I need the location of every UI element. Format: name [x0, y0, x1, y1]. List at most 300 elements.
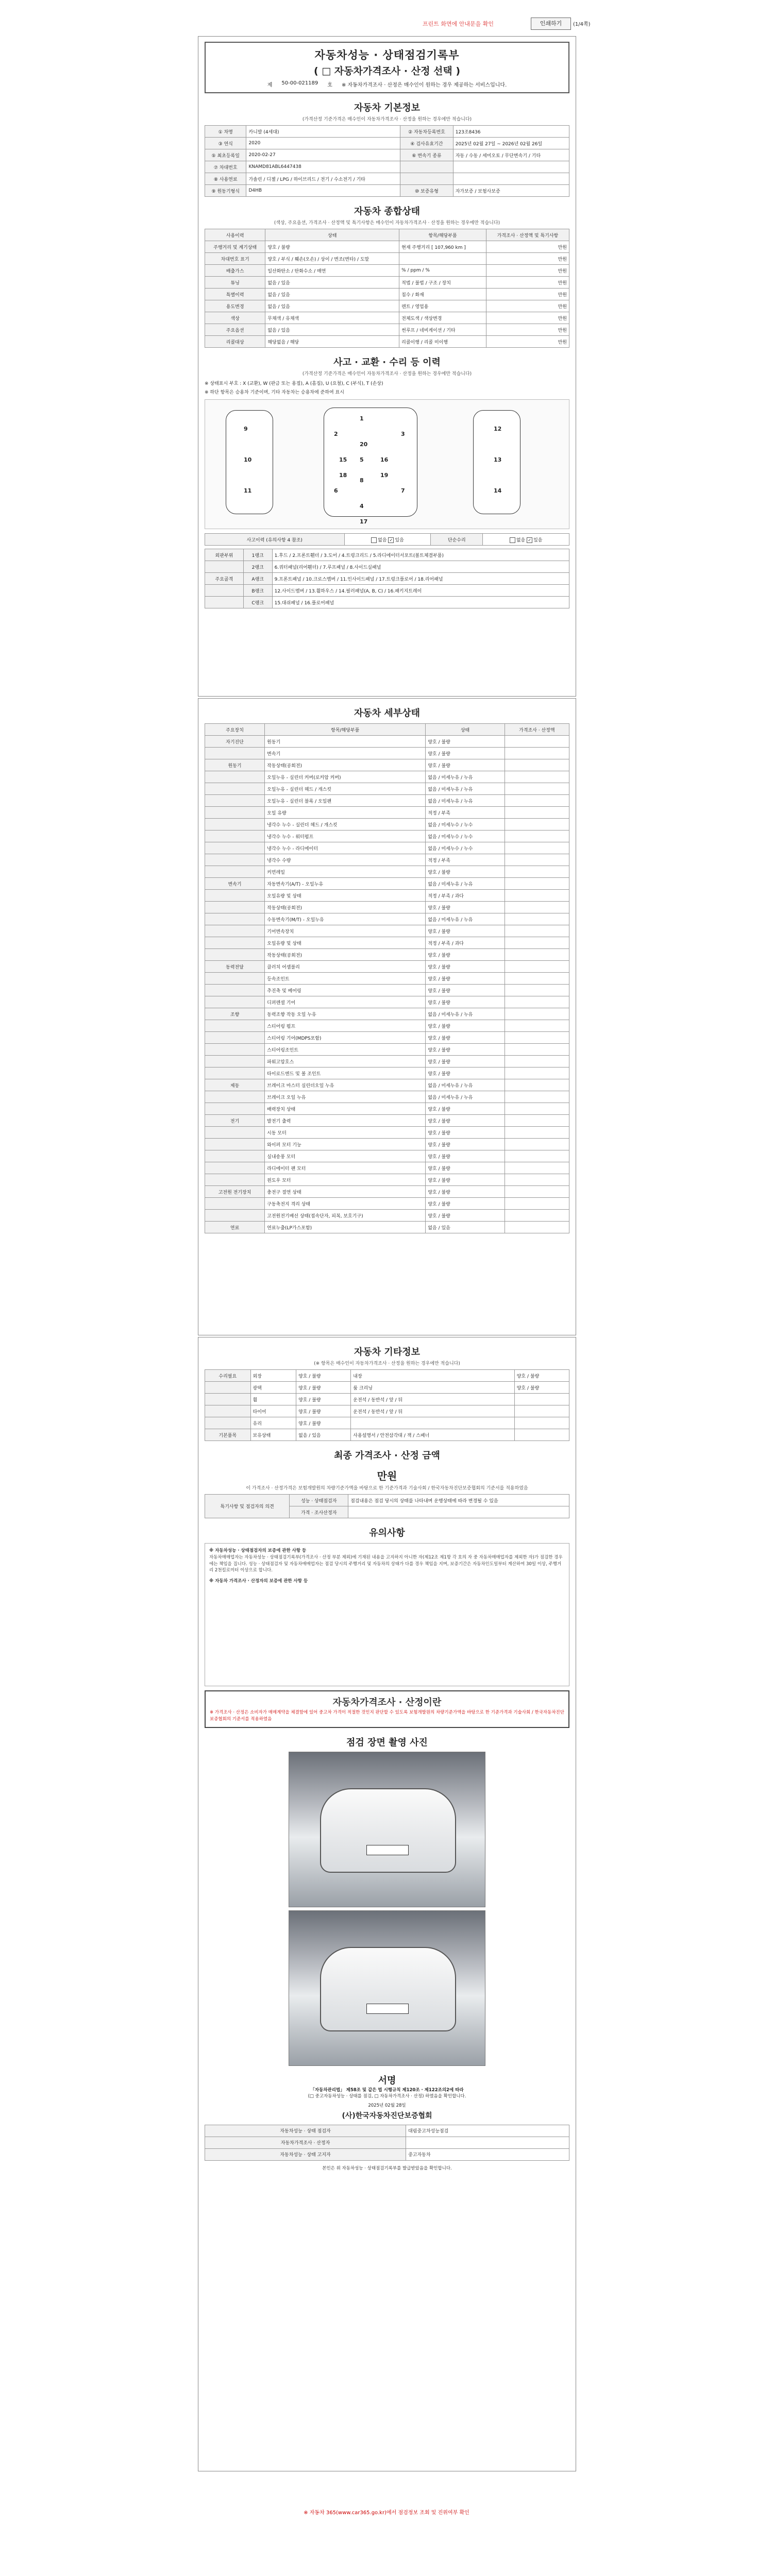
detail-cell: 없음 / 미세누유 / 누유	[426, 913, 505, 925]
print-button[interactable]: 인쇄하기	[531, 18, 571, 30]
detail-row	[205, 1079, 569, 1091]
detail-cell: 양호 / 불량	[426, 925, 505, 937]
detail-price-cell	[505, 973, 569, 985]
detail-cell	[205, 996, 265, 1008]
detail-cell: 동력조향 작동 오일 누유	[265, 1008, 426, 1020]
overall-status-note: (색상, 주요옵션, 가격조사 · 산정액 및 특기사항은 매수인이 자동차가격조사 · 산정을 원하는 경우에만 적습니다)	[274, 221, 500, 226]
overall-cell: 주행거리 및 계기상태	[205, 241, 265, 253]
detail-price-cell	[505, 748, 569, 759]
detail-price-cell	[505, 1222, 569, 1233]
detail-price-cell	[505, 1044, 569, 1056]
detail-cell: 양호 / 불량	[426, 902, 505, 913]
detail-cell	[205, 1091, 265, 1103]
detail-row	[205, 1174, 569, 1186]
price-banner-text: ※ 가격조사 · 산정은 소비자가 매매계약을 체결함에 있어 중고차 가격이 적절한 것인지 판단할 수 있도록 보험개발원의 차량기준가액을 바탕으로 한 기준가격과 기술사회 / 한국자동차진단보증협회의 기준서를 적용하였음	[210, 1710, 564, 1722]
detail-price-cell	[505, 1174, 569, 1186]
detail-row	[205, 996, 569, 1008]
basic-row	[205, 138, 569, 149]
accident-yes-label: 있음	[395, 537, 404, 543]
detail-cell	[205, 748, 265, 759]
detail-cell: 오일유량 및 상태	[265, 890, 426, 902]
detail-cell: 와이퍼 모터 기능	[265, 1139, 426, 1150]
detail-cell: 양호 / 불량	[426, 1056, 505, 1067]
overall-cell: 일산화탄소 / 탄화수소 / 매연	[265, 265, 399, 277]
detail-cell: 시동 모터	[265, 1127, 426, 1139]
diagram-number-label: 6	[334, 487, 338, 494]
basic-value: 카니발 (4세대)	[246, 126, 400, 138]
detail-cell: 고전원전기배선 상태(접속단자, 피복, 보호기구)	[265, 1210, 426, 1222]
top-toolbar	[0, 14, 773, 35]
detail-cell: 브레이크 마스터 실린더오일 누유	[265, 1079, 426, 1091]
signature-law: 「자동차관리법」 제58조 및 같은 법 시행규칙 제120조 · 제122조의2에 따라	[310, 2087, 464, 2093]
other-cell: 양호 / 불량	[296, 1405, 351, 1417]
detail-cell: 없음 / 미세누수 / 누수	[426, 819, 505, 831]
detail-cell: 없음 / 미세누유 / 누유	[426, 1008, 505, 1020]
detail-price-cell	[505, 1103, 569, 1115]
detail-cell: 없음 / 미세누유 / 누유	[426, 783, 505, 795]
detail-row	[205, 902, 569, 913]
basic-value	[453, 161, 569, 173]
detail-row	[205, 1067, 569, 1079]
signature-cell	[406, 2137, 569, 2148]
detail-cell	[205, 771, 265, 783]
basic-value: 123조8436	[453, 126, 569, 138]
detail-row	[205, 890, 569, 902]
overall-header-4: 가격조사 · 산정액 및 특기사항	[486, 229, 569, 241]
overall-row	[205, 336, 569, 348]
detail-cell: 디퍼렌셜 기어	[265, 996, 426, 1008]
detail-cell: 제동	[205, 1079, 265, 1091]
other-cell	[205, 1382, 251, 1394]
detail-header-2: 항목/해당부품	[265, 724, 426, 736]
detail-cell: 양호 / 불량	[426, 1162, 505, 1174]
other-cell	[514, 1394, 569, 1405]
detail-row	[205, 1186, 569, 1198]
price-banner-title: 자동차가격조사 · 산정이란	[332, 1697, 442, 1708]
detail-cell: 적정 / 부족	[426, 854, 505, 866]
overall-row	[205, 277, 569, 289]
detail-cell	[205, 1198, 265, 1210]
other-cell: 룸 크리닝	[351, 1382, 514, 1394]
detail-cell	[205, 902, 265, 913]
detail-cell: 양호 / 불량	[426, 748, 505, 759]
record-page-3	[198, 1337, 576, 2471]
detail-cell	[205, 783, 265, 795]
diagram-number-label: 16	[380, 456, 389, 463]
diagram-number-label: 5	[360, 456, 364, 463]
detail-price-cell	[505, 1091, 569, 1103]
other-cell: 양호 / 불량	[296, 1370, 351, 1382]
detail-price-cell	[505, 842, 569, 854]
detail-cell: 양호 / 불량	[426, 1115, 505, 1127]
detail-price-cell	[505, 1162, 569, 1174]
panel-row	[205, 561, 569, 573]
signature-company: (사)한국자동차진단보증협회	[342, 2111, 432, 2120]
detail-price-cell	[505, 1032, 569, 1044]
detail-cell	[205, 831, 265, 842]
overall-cell: 침수 / 화재	[399, 289, 486, 300]
detail-cell	[205, 985, 265, 996]
detail-cell: 냉각수 수량	[265, 854, 426, 866]
other-row	[205, 1405, 569, 1417]
detail-price-cell	[505, 1020, 569, 1032]
other-cell: 수리필요	[205, 1370, 251, 1382]
detail-cell: 양호 / 불량	[426, 961, 505, 973]
detail-cell	[205, 807, 265, 819]
other-cell	[205, 1405, 251, 1417]
overall-cell: 만원	[486, 277, 569, 289]
car-diagram	[205, 399, 569, 529]
overall-cell: 없음 / 있음	[265, 277, 399, 289]
basic-value: 자동 / 수동 / 세미오토 / 무단변속기 / 기타	[453, 149, 569, 161]
detail-cell: 적정 / 부족 / 과다	[426, 890, 505, 902]
detail-cell	[205, 866, 265, 878]
detail-price-cell	[505, 795, 569, 807]
detail-cell: 없음 / 미세누수 / 누수	[426, 831, 505, 842]
panel-cell: 15.대쉬패널 / 16.플로어패널	[272, 597, 569, 608]
overall-cell: 리콜이행 / 리콜 미이행	[399, 336, 486, 348]
detail-cell: 발전기 출력	[265, 1115, 426, 1127]
basic-row	[205, 126, 569, 138]
detail-cell: 원동기	[265, 736, 426, 748]
detail-row	[205, 795, 569, 807]
signature-cell: 중고자동차	[406, 2148, 569, 2160]
detail-cell: 동력전달	[205, 961, 265, 973]
basic-label: ⑤ 최초등록일	[205, 149, 246, 161]
overall-row	[205, 241, 569, 253]
detail-row	[205, 1103, 569, 1115]
doc-no-suffix: 호	[327, 82, 332, 88]
detail-cell: 실내송풍 모터	[265, 1150, 426, 1162]
overall-cell	[399, 253, 486, 265]
detail-cell: 오일 유량	[265, 807, 426, 819]
detail-price-cell	[505, 736, 569, 748]
panel-cell	[205, 561, 244, 573]
basic-label: ⑨ 원동기형식	[205, 185, 246, 197]
detail-cell: 기어변속장치	[265, 925, 426, 937]
detail-row	[205, 949, 569, 961]
diagram-number-label: 3	[401, 431, 405, 437]
detail-cell: 작동상태(공회전)	[265, 949, 426, 961]
detail-row	[205, 1044, 569, 1056]
overall-cell: 해당없음 / 해당	[265, 336, 399, 348]
document-subtitle: ( □ 자동차가격조사 · 산정 선택 )	[313, 65, 461, 77]
repair-yes-checkbox[interactable]	[527, 537, 532, 543]
inspection-photo-front	[289, 1752, 485, 1907]
panel-cell: A랭크	[243, 573, 272, 585]
diagram-number-label: 2	[334, 431, 338, 437]
repair-yes-label: 있음	[533, 537, 543, 543]
detail-price-cell	[505, 783, 569, 795]
overall-cell: 배출가스	[205, 265, 265, 277]
detail-cell: 자동변속기(A/T) - 오일누유	[265, 878, 426, 890]
final-price-title: 최종 가격조사 · 산정 금액	[334, 1450, 440, 1461]
detail-header-3: 상태	[426, 724, 505, 736]
other-row	[205, 1417, 569, 1429]
detail-cell: 전기	[205, 1115, 265, 1127]
detail-cell: 구동축전지 격리 상태	[265, 1198, 426, 1210]
detail-cell	[205, 854, 265, 866]
detail-row	[205, 1020, 569, 1032]
basic-value: 2020-02-27	[246, 149, 400, 161]
special-cell: 성능 · 상태점검자	[290, 1495, 348, 1506]
other-cell	[514, 1417, 569, 1429]
detail-price-cell	[505, 771, 569, 783]
detail-cell	[205, 1020, 265, 1032]
photo-section-title: 점검 장면 촬영 사진	[346, 1737, 428, 1748]
detail-cell: 커먼레일	[265, 866, 426, 878]
detail-cell	[205, 1210, 265, 1222]
detail-cell: 연료	[205, 1222, 265, 1233]
other-info-table	[205, 1369, 569, 1441]
other-cell: 양호 / 불량	[514, 1370, 569, 1382]
detail-cell: 브레이크 오일 누유	[265, 1091, 426, 1103]
detail-cell: 양호 / 불량	[426, 1198, 505, 1210]
detail-cell: 없음 / 있음	[426, 1222, 505, 1233]
detail-cell: 배력장치 상태	[265, 1103, 426, 1115]
overall-cell: 만원	[486, 289, 569, 300]
panel-cell: 1.후드 / 2.프론트휀더 / 3.도어 / 4.트렁크리드 / 5.라디에이터서포트(볼트체결부품)	[272, 549, 569, 561]
overall-cell: 만원	[486, 241, 569, 253]
overall-cell: 용도변경	[205, 300, 265, 312]
basic-value: 2020	[246, 138, 400, 149]
basic-label: ⑦ 차대번호	[205, 161, 246, 173]
basic-value	[453, 173, 569, 185]
other-cell	[205, 1417, 251, 1429]
detail-row	[205, 1150, 569, 1162]
overall-cell: 리콜대상	[205, 336, 265, 348]
other-row	[205, 1429, 569, 1441]
detail-cell: 스티어링조인트	[265, 1044, 426, 1056]
detail-cell: 오일누유 - 실린더 블록 / 오일팬	[265, 795, 426, 807]
basic-row	[205, 149, 569, 161]
detail-price-cell	[505, 1079, 569, 1091]
signature-cell: 대림중고차성능점검	[406, 2125, 569, 2137]
detail-status-title: 자동차 세부상태	[354, 708, 420, 719]
detail-row	[205, 783, 569, 795]
diagram-number-label: 19	[380, 472, 389, 479]
overall-header-2: 상태	[265, 229, 399, 241]
panel-row	[205, 597, 569, 608]
detail-row	[205, 736, 569, 748]
detail-cell	[205, 925, 265, 937]
basic-label	[400, 161, 453, 173]
basic-label: ① 차명	[205, 126, 246, 138]
other-cell: 보유상태	[250, 1429, 296, 1441]
other-cell: 기본품목	[205, 1429, 251, 1441]
special-label: 특기사항 및 점검자의 의견	[205, 1495, 290, 1518]
detail-row	[205, 854, 569, 866]
detail-cell: 없음 / 미세누유 / 누유	[426, 795, 505, 807]
diagram-number-label: 15	[339, 456, 347, 463]
diagram-number-label: 10	[244, 456, 252, 463]
repair-none-checkbox[interactable]	[510, 537, 515, 543]
detail-cell	[205, 973, 265, 985]
detail-cell	[205, 1044, 265, 1056]
accident-none-checkbox[interactable]	[371, 537, 377, 543]
signature-row	[205, 2137, 569, 2148]
basic-value: KNAMD81ABL6447438	[246, 161, 400, 173]
overall-cell: 렌트 / 영업용	[399, 300, 486, 312]
detail-row	[205, 1091, 569, 1103]
other-info-note: (※ 항목은 매수인이 자동차가격조사 · 산정을 원하는 경우에만 적습니다)	[314, 1361, 460, 1366]
detail-row	[205, 961, 569, 973]
final-price-note: 이 가격조사 · 산정가격은 보험개발원의 차량기준가액을 바탕으로 한 기준가격과 기술사회 / 한국자동차진단보증협회의 기준서를 적용하였음	[246, 1486, 528, 1491]
overall-cell: 색상	[205, 312, 265, 324]
document-title: 자동차성능 · 상태점검기록부	[314, 49, 460, 61]
detail-row	[205, 878, 569, 890]
detail-cell: 없음 / 미세누유 / 누유	[426, 771, 505, 783]
detail-cell: 타이로드엔드 및 볼 조인트	[265, 1067, 426, 1079]
detail-price-cell	[505, 890, 569, 902]
detail-price-cell	[505, 937, 569, 949]
detail-cell	[205, 890, 265, 902]
other-cell: 휠	[250, 1394, 296, 1405]
document-header	[205, 42, 569, 93]
signature-date: 2025년 02월 28일	[368, 2103, 406, 2108]
other-cell: 유리	[250, 1417, 296, 1429]
basic-label: ⑥ 변속기 종류	[400, 149, 453, 161]
detail-cell: 조향	[205, 1008, 265, 1020]
detail-cell: 냉각수 누수 - 워터펌프	[265, 831, 426, 842]
detail-price-cell	[505, 831, 569, 842]
caution-body: 자동차매매업자는 자동차성능 · 상태점검기록부(가격조사 · 산정 부분 제외)에 기재된 내용을 고지하지 아니한 자(제12조 제1항 각 호의 자 중 자동차매매업자를 제외한 자)가 점검한 경우에는 책임을 집니다. 성능 · 상태점검자 및 자동차매매업자는 점검 당시의 주행거리 및 자동차의 상태가 다를 경우 책임을 지며, 보증기간은 자동차인도일부터 계산하여 30일 이상, 주행거리 2천킬로미터 이상으로 합니다.	[209, 1554, 563, 1573]
other-cell: 양호 / 불량	[296, 1382, 351, 1394]
print-notice: 프린트 화면에 안내문을 확인	[423, 21, 494, 27]
accident-legend: ※ 상태표시 부호 : X (교환), W (판금 또는 용접), A (흠집), U (요철), C (부식), T (손상)	[205, 381, 383, 386]
detail-row	[205, 973, 569, 985]
detail-price-cell	[505, 913, 569, 925]
detail-cell: 양호 / 불량	[426, 1150, 505, 1162]
detail-cell: 없음 / 미세누유 / 누유	[426, 878, 505, 890]
accident-history-label: 사고이력 (유의사항 4 참조)	[205, 534, 345, 546]
detail-price-cell	[505, 866, 569, 878]
overall-status-title: 자동차 종합상태	[354, 206, 420, 217]
detail-cell	[205, 1067, 265, 1079]
basic-label: ⑧ 사용연료	[205, 173, 246, 185]
detail-cell: 양호 / 불량	[426, 1067, 505, 1079]
panel-row	[205, 573, 569, 585]
accident-yes-checkbox[interactable]	[388, 537, 394, 543]
detail-cell	[205, 819, 265, 831]
detail-cell: 양호 / 불량	[426, 1127, 505, 1139]
detail-cell: 작동상태(공회전)	[265, 759, 426, 771]
detail-price-cell	[505, 759, 569, 771]
other-cell	[205, 1394, 251, 1405]
page-indicator: (1/4쪽)	[573, 22, 591, 27]
panel-cell: 12.사이드멤버 / 13.휠하우스 / 14.필러패널(A, B, C) / 16.패키지트레이	[272, 585, 569, 597]
detail-cell	[205, 937, 265, 949]
basic-label: ③ 연식	[205, 138, 246, 149]
diagram-number-label: 13	[494, 456, 502, 463]
detail-cell: 양호 / 불량	[426, 1020, 505, 1032]
detail-cell: 없음 / 미세누수 / 누수	[426, 842, 505, 854]
overall-header-1: 사용이력	[205, 229, 265, 241]
car-top-view	[324, 408, 417, 517]
detail-price-cell	[505, 807, 569, 819]
caution-heading-2: ※ 자동차 가격조사 · 산정자의 보증에 관한 사항 등	[209, 1579, 308, 1584]
detail-cell: 클러치 어셈블리	[265, 961, 426, 973]
detail-price-cell	[505, 925, 569, 937]
detail-cell: 자기진단	[205, 736, 265, 748]
special-row	[205, 1495, 569, 1506]
detail-row	[205, 807, 569, 819]
overall-cell: 없음 / 있음	[265, 300, 399, 312]
record-page-2	[198, 698, 576, 1335]
special-cell: 가격 · 조사산정자	[290, 1506, 348, 1518]
overall-cell: 주요옵션	[205, 324, 265, 336]
overall-cell: 전체도색 / 색상변경	[399, 312, 486, 324]
other-cell: 양호 / 불량	[296, 1394, 351, 1405]
overall-cell: 튜닝	[205, 277, 265, 289]
diagram-number-label: 12	[494, 426, 502, 432]
panel-cell: C랭크	[243, 597, 272, 608]
overall-row	[205, 300, 569, 312]
panel-cell: 6.쿼터패널(리어휀더) / 7.루프패널 / 8.사이드실패널	[272, 561, 569, 573]
overall-cell: 없음 / 있음	[265, 324, 399, 336]
panel-cell: B랭크	[243, 585, 272, 597]
detail-header-1: 주요장치	[205, 724, 265, 736]
other-info-title: 자동차 기타정보	[354, 1347, 420, 1358]
detail-cell: 적정 / 부족	[426, 807, 505, 819]
detail-cell: 변속기	[205, 878, 265, 890]
overall-row	[205, 265, 569, 277]
accident-history-note: (가격산정 기준가격은 매수인이 자동차가격조사 · 산정을 원하는 경우에만 적습니다)	[302, 371, 472, 377]
detail-cell	[205, 842, 265, 854]
detail-row	[205, 866, 569, 878]
overall-header-3: 항목/해당부품	[399, 229, 486, 241]
caution-box	[205, 1543, 569, 1686]
overall-cell: 무채색 / 유채색	[265, 312, 399, 324]
panel-cell: 1랭크	[243, 549, 272, 561]
detail-cell: 없음 / 미세누유 / 누유	[426, 1079, 505, 1091]
detail-row	[205, 1139, 569, 1150]
detail-cell	[205, 1150, 265, 1162]
detail-cell: 양호 / 불량	[426, 949, 505, 961]
caution-heading-1: ※ 자동차성능 · 상태점검자의 보증에 관한 사항 등	[209, 1548, 307, 1553]
detail-cell: 수동변속기(M/T) - 오일누유	[265, 913, 426, 925]
detail-row	[205, 842, 569, 854]
detail-price-cell	[505, 949, 569, 961]
detail-price-cell	[505, 996, 569, 1008]
special-notes-table	[205, 1494, 569, 1518]
detail-cell: 스티어링 기어(MDPS포함)	[265, 1032, 426, 1044]
detail-cell: 오일유량 및 상태	[265, 937, 426, 949]
detail-row	[205, 1032, 569, 1044]
signature-footer: 본인은 위 자동차성능 · 상태점검기록부를 발급받았음을 확인합니다.	[322, 2165, 452, 2171]
detail-price-cell	[505, 1056, 569, 1067]
diagram-number-label: 9	[244, 426, 248, 432]
detail-cell: 오일누유 - 실린더 헤드 / 개스킷	[265, 783, 426, 795]
signature-table	[205, 2125, 569, 2161]
detail-row	[205, 1210, 569, 1222]
diagram-number-label: 20	[360, 441, 368, 448]
detail-cell: 연료누출(LP가스포함)	[265, 1222, 426, 1233]
accident-history-title: 사고 · 교환 · 수리 등 이력	[333, 357, 441, 368]
detail-cell: 양호 / 불량	[426, 866, 505, 878]
detail-cell: 냉각수 누수 - 라디에이터	[265, 842, 426, 854]
other-cell: 없음 / 있음	[296, 1429, 351, 1441]
basic-info-title: 자동차 기본정보	[354, 103, 420, 113]
other-cell: 사용설명서 / 안전삼각대 / 잭 / 스패너	[351, 1429, 514, 1441]
overall-cell: 만원	[486, 300, 569, 312]
detail-row	[205, 819, 569, 831]
overall-cell: 없음 / 있음	[265, 289, 399, 300]
overall-row	[205, 324, 569, 336]
signature-title: 서명	[378, 2075, 396, 2086]
detail-row	[205, 1198, 569, 1210]
detail-cell: 추진축 및 베어링	[265, 985, 426, 996]
